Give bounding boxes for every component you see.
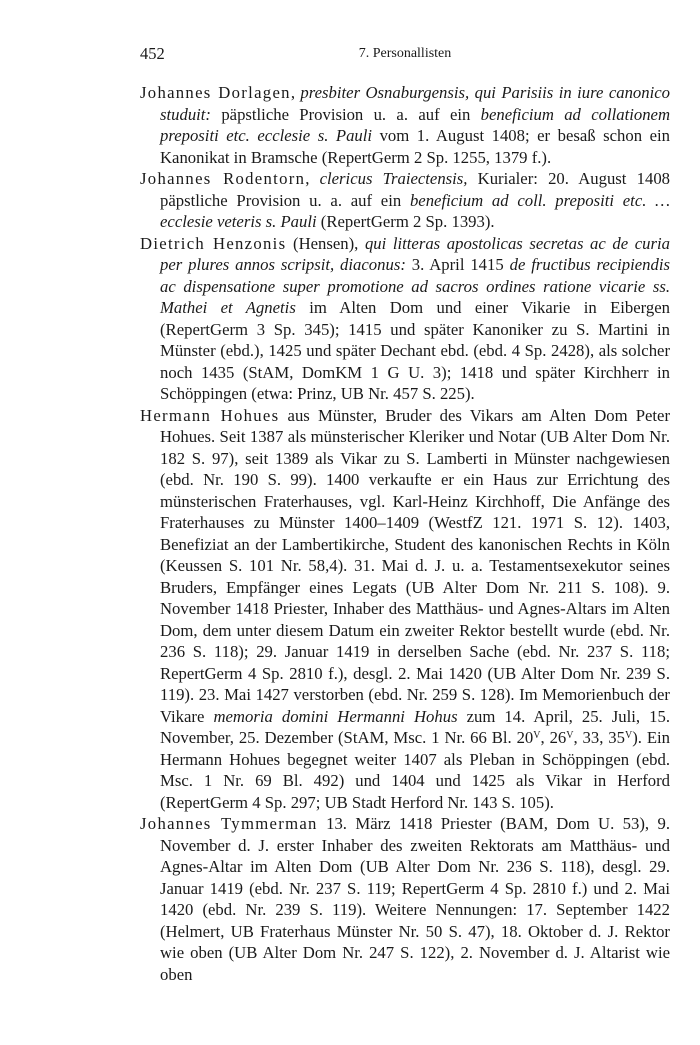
entry-segment: 3. April 1415 <box>405 255 510 274</box>
entry-segment-latin: memoria domini Hermanni Hohus <box>213 706 458 726</box>
entry-segment: ). Ein Hermann Hohues begegnet weiter 1407 als Pleban in Schöppingen (ebd. Msc. 1 Nr. 69 Bl. 492) und 1404 und 1425 als Vikar in Herford (RepertGerm 4 Sp. 297; UB Stadt Herford Nr. 143 S. 105). <box>160 728 671 812</box>
entry-superscript: V <box>566 730 574 741</box>
entry-segment: , <box>305 169 320 188</box>
entry-segment: zum 14. April, 25. Juli, 15. November, 25. Dezember (StAM, Msc. 1 Nr. 66 Bl. 20 <box>160 706 670 747</box>
page-number: 452 <box>140 44 165 63</box>
running-head: 7. Personallisten <box>358 46 452 61</box>
entry-name: Johannes Tymmerman <box>140 814 318 833</box>
entry-name: Hermann Hohues <box>140 405 280 425</box>
entry-hermann-hohues <box>140 405 670 814</box>
entry-name: Dietrich Henzonis <box>140 233 287 253</box>
page-body <box>140 82 670 985</box>
entry-segment: 13. März 1418 Priester (BAM, Dom U. 53), 9. November d. J. erster Inhaber des zweiten Rektorats am Matthäus- und Agnes-Altar im Alten Dom (UB Alter Dom Nr. 236 S. 118), desgl. 29. Januar 1419 (ebd. Nr. 237 S. 119; RepertGerm 4 Sp. 2810 f.) und 2. Mai 1420 (ebd. Nr. 239 S. 119). Weitere Nennungen: 17. September 1422 (Helmert, UB Fraterhaus Münster Nr. 50 S. 47), 18. Oktober d. J. Rektor wie oben (UB Alter Dom Nr. 247 S. 122), 2. November d. J. Altarist wie oben <box>160 814 670 984</box>
entry-superscript: V <box>533 730 541 741</box>
entry-name: Johannes Rodentorn <box>140 169 306 188</box>
entry-segment: (Hensen), <box>286 233 365 253</box>
entry-segment: , 33, 35 <box>573 728 625 747</box>
entry-segment: aus Münster, Bruder des Vikars am Alten Dom Peter Hohues. Seit 1387 als münsterischer Kleriker und Notar (UB Alter Dom Nr. 182 S. 97), seit 1389 als Vikar zu S. Lamberti in Münster nachgewiesen (ebd. Nr. 190 S. 99). 1400 verkaufte er ein Haus zur Errichtung des münsterischen Fraterhauses, vgl. Karl-Heinz Kirchhoff, Die Anfänge des Fraterhauses zu Münster 1400–1409 (WestfZ 121. 1971 S. 12). 1403, Benefiziat an der Lambertikirche, Student des kanonischen Rechts in Köln (Keussen S. 101 Nr. 58,4). 31. Mai d. J. u. a. Testamentsexekutor seines Bruders, Empfänger eines Legats (UB Alter Dom Nr. 211 S. 108). 9. November 1418 Priester, Inhaber des Matthäus- und Agnes-Altars im Alten Dom, dem unter diesem Datum ein zweiter Rektor bestellt wurde (ebd. Nr. 236 S. 118); 29. Januar 1419 in derselben Sache (ebd. Nr. 237 S. 118; RepertGerm 4 Sp. 2810 f.), desgl. 2. Mai 1420 (UB Alter Dom Nr. 239 S. 119). 23. Mai 1427 verstorben (ebd. Nr. 259 S. 128). Im Memorienbuch der Vikare <box>160 405 670 726</box>
entry-dietrich-henzonis <box>140 233 670 405</box>
entry-segment-latin: presbiter Osnaburgensis, qui Parisiis in iure canonico studuit: <box>160 83 671 124</box>
entry-segment: Kurialer: 20. August 1408 päpstliche Provision u. a. auf ein <box>160 169 671 210</box>
page-header <box>140 44 670 68</box>
entry-johannes-tymmerman <box>140 813 670 985</box>
entry-segment: , <box>290 83 301 102</box>
entry-segment: (RepertGerm 2 Sp. 1393). <box>316 212 495 231</box>
entry-superscript: V <box>625 730 633 741</box>
entry-segment: päpstliche Provision u. a. auf ein <box>211 104 481 124</box>
entry-johannes-rodentorn <box>140 168 670 233</box>
entry-segment: , 26 <box>540 728 567 747</box>
entry-segment-latin: beneficium ad coll. prepositi etc. … ecclesie veteris s. Pauli <box>160 190 670 231</box>
entry-segment-latin: de fructibus recipiendis ac dispensatione super promotione ad sacros ordines ratione vicarie ss. Mathei et Agnetis <box>160 255 670 317</box>
entry-segment-latin: clericus Traiectensis, <box>319 169 468 188</box>
entry-segment: vom 1. August 1408; er besaß schon ein Kanonikat in Bramsche (RepertGerm 2 Sp. 1255, 1379 f.). <box>160 126 670 167</box>
entry-segment-latin: beneficium ad collationem prepositi etc. ecclesie s. Pauli <box>160 104 670 145</box>
entry-johannes-dorlagen <box>140 82 670 168</box>
entry-segment: im Alten Dom und einer Vikarie in Eibergen (RepertGerm 3 Sp. 345); 1415 und später Kanoniker zu S. Martini in Münster (ebd.), 1425 und später Dechant ebd. (ebd. 4 Sp. 2428), als solcher noch 1435 (StAM, DomKM 1 G U. 3); 1418 und später Kirchherr in Schöppingen (etwa: Prinz, UB Nr. 457 S. 225). <box>160 298 670 403</box>
entry-segment-latin: qui litteras apostolicas secretas ac de curia per plures annos scripsit, diaconus: <box>160 233 670 274</box>
entry-name: Johannes Dorlagen <box>140 83 291 102</box>
